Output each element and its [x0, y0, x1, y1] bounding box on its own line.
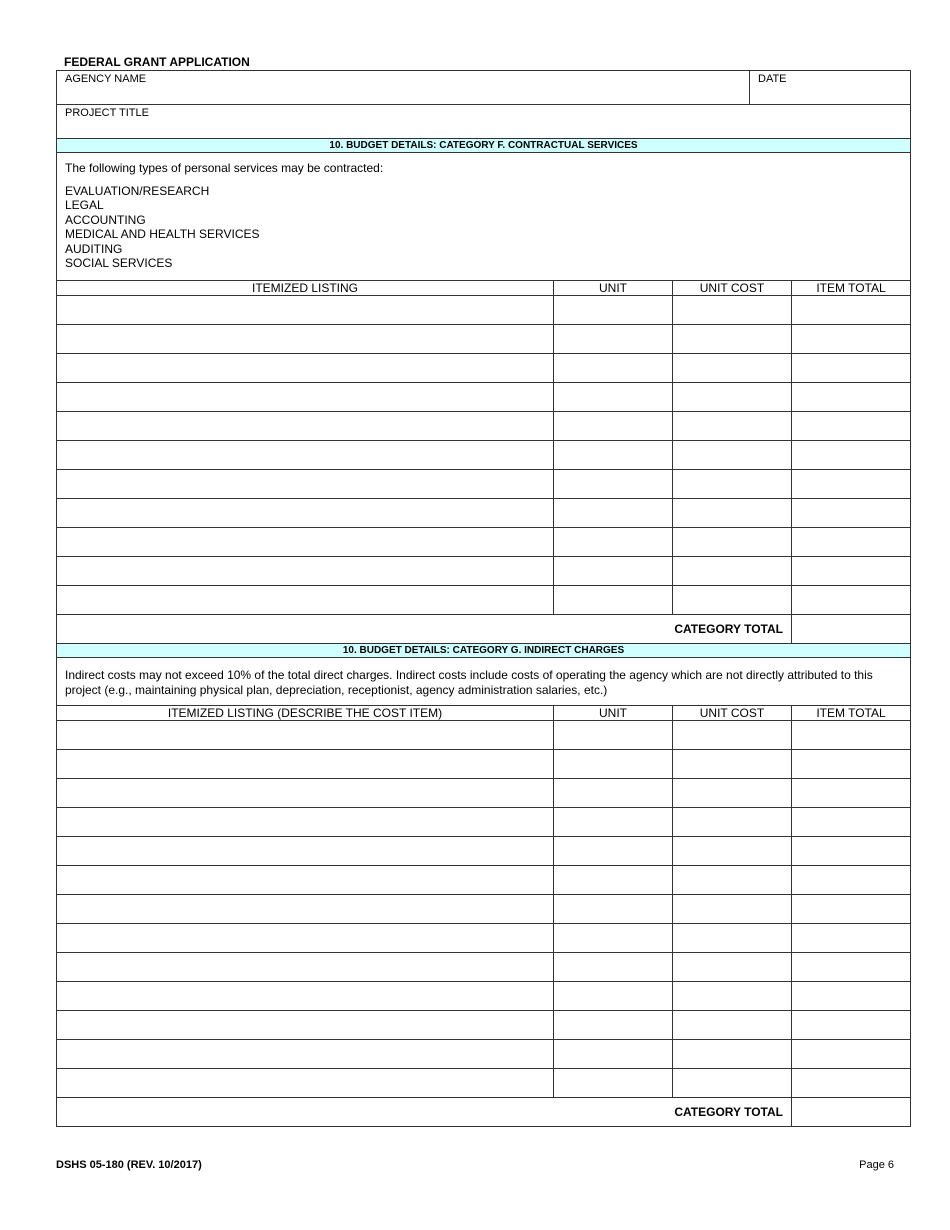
unit-cost-cell[interactable] — [673, 441, 792, 469]
itemized-listing-cell[interactable] — [57, 528, 554, 556]
unit-cost-cell[interactable] — [673, 354, 792, 382]
item-total-cell[interactable] — [792, 750, 910, 778]
section-f-intro-block — [57, 153, 910, 281]
unit-cost-cell[interactable] — [673, 924, 792, 952]
unit-cell[interactable] — [554, 808, 673, 836]
unit-cell[interactable] — [554, 924, 673, 952]
item-total-cell[interactable] — [792, 779, 910, 807]
item-total-cell[interactable] — [792, 499, 910, 527]
section-f-intro: The following types of personal services may be contracted: — [65, 161, 384, 175]
date-field[interactable] — [750, 71, 910, 104]
unit-cell[interactable] — [554, 325, 673, 353]
itemized-listing-cell[interactable] — [57, 354, 554, 382]
service-item: ACCOUNTING — [65, 212, 146, 227]
unit-cost-cell[interactable] — [673, 412, 792, 440]
unit-cell[interactable] — [554, 895, 673, 923]
itemized-listing-cell[interactable] — [57, 750, 554, 778]
itemized-listing-cell[interactable] — [57, 895, 554, 923]
unit-cost-cell[interactable] — [673, 982, 792, 1010]
itemized-listing-cell[interactable] — [57, 441, 554, 469]
itemized-listing-cell[interactable] — [57, 837, 554, 865]
table-row — [57, 528, 910, 557]
unit-cell[interactable] — [554, 499, 673, 527]
unit-cell[interactable] — [554, 296, 673, 324]
table-row — [57, 982, 910, 1011]
unit-cell[interactable] — [554, 412, 673, 440]
service-item: AUDITING — [65, 241, 123, 256]
item-total-cell[interactable] — [792, 325, 910, 353]
unit-cost-cell[interactable] — [673, 895, 792, 923]
unit-header: UNIT — [554, 281, 673, 295]
itemized-listing-cell[interactable] — [57, 499, 554, 527]
itemized-listing-header: ITEMIZED LISTING (DESCRIBE THE COST ITEM) — [57, 706, 554, 720]
itemized-listing-cell[interactable] — [57, 808, 554, 836]
section-g-header-row — [57, 706, 910, 721]
item-total-cell[interactable] — [792, 383, 910, 411]
agency-row — [57, 71, 910, 105]
item-total-cell[interactable] — [792, 441, 910, 469]
table-row — [57, 895, 910, 924]
unit-cost-header: UNIT COST — [673, 706, 792, 720]
unit-cost-cell[interactable] — [673, 953, 792, 981]
itemized-listing-cell[interactable] — [57, 1069, 554, 1097]
itemized-listing-cell[interactable] — [57, 1040, 554, 1068]
item-total-cell[interactable] — [792, 982, 910, 1010]
table-row — [57, 354, 910, 383]
table-row — [57, 953, 910, 982]
item-total-cell[interactable] — [792, 808, 910, 836]
itemized-listing-cell[interactable] — [57, 982, 554, 1010]
itemized-listing-cell[interactable] — [57, 296, 554, 324]
item-total-cell[interactable] — [792, 953, 910, 981]
budget-form — [56, 70, 911, 1127]
section-f-total-field[interactable] — [792, 615, 910, 643]
table-row — [57, 721, 910, 750]
agency-name-label: AGENCY NAME — [65, 73, 147, 85]
item-total-cell[interactable] — [792, 296, 910, 324]
unit-cell[interactable] — [554, 837, 673, 865]
section-g-total-row — [57, 1098, 910, 1127]
unit-cell[interactable] — [554, 470, 673, 498]
table-row — [57, 470, 910, 499]
unit-cost-cell[interactable] — [673, 837, 792, 865]
section-f-rows — [57, 296, 910, 615]
unit-cost-cell[interactable] — [673, 383, 792, 411]
itemized-listing-cell[interactable] — [57, 383, 554, 411]
unit-cost-cell[interactable] — [673, 586, 792, 614]
form-title: FEDERAL GRANT APPLICATION — [64, 55, 250, 69]
service-item: SOCIAL SERVICES — [65, 256, 173, 270]
unit-cell[interactable] — [554, 557, 673, 585]
item-total-cell[interactable] — [792, 586, 910, 614]
unit-cell[interactable] — [554, 1069, 673, 1097]
table-row — [57, 750, 910, 779]
agency-name-field[interactable] — [57, 71, 750, 104]
unit-cell[interactable] — [554, 528, 673, 556]
unit-cell[interactable] — [554, 1011, 673, 1039]
item-total-cell[interactable] — [792, 837, 910, 865]
item-total-cell[interactable] — [792, 412, 910, 440]
table-row — [57, 1011, 910, 1040]
table-row — [57, 383, 910, 412]
section-f-heading: 10. BUDGET DETAILS: CATEGORY F. CONTRACTUAL SERVICES — [57, 139, 910, 153]
section-g-intro: Indirect costs may not exceed 10% of the total direct charges. Indirect costs include costs of operating the agency which are not directly attributed to this project (e.g., maintaining physical plan, depreciation, receptionist, agency administration salaries, etc.) — [65, 668, 873, 697]
unit-cell[interactable] — [554, 586, 673, 614]
unit-cost-cell[interactable] — [673, 296, 792, 324]
itemized-listing-cell[interactable] — [57, 779, 554, 807]
unit-cell[interactable] — [554, 866, 673, 894]
section-g-intro-block — [57, 658, 910, 706]
section-g-rows — [57, 721, 910, 1098]
page-number: Page 6 — [859, 1159, 894, 1171]
section-f-total-label: CATEGORY TOTAL — [57, 615, 792, 643]
section-g-heading: 10. BUDGET DETAILS: CATEGORY G. INDIRECT CHARGES — [57, 644, 910, 658]
project-title-field[interactable] — [57, 105, 910, 139]
item-total-cell[interactable] — [792, 354, 910, 382]
section-g-total-field[interactable] — [792, 1098, 910, 1126]
unit-cost-header: UNIT COST — [673, 281, 792, 295]
item-total-cell[interactable] — [792, 1040, 910, 1068]
table-row — [57, 557, 910, 586]
table-row — [57, 924, 910, 953]
services-list — [65, 184, 902, 271]
section-f-total-row — [57, 615, 910, 644]
itemized-listing-cell[interactable] — [57, 1011, 554, 1039]
date-label: DATE — [758, 73, 787, 85]
unit-cost-cell[interactable] — [673, 557, 792, 585]
section-g-total-label: CATEGORY TOTAL — [57, 1098, 792, 1126]
unit-cost-cell[interactable] — [673, 779, 792, 807]
unit-cell[interactable] — [554, 1040, 673, 1068]
table-row — [57, 441, 910, 470]
itemized-listing-cell[interactable] — [57, 924, 554, 952]
unit-cost-cell[interactable] — [673, 721, 792, 749]
unit-cost-cell[interactable] — [673, 499, 792, 527]
unit-cost-cell[interactable] — [673, 470, 792, 498]
table-row — [57, 1040, 910, 1069]
item-total-cell[interactable] — [792, 1011, 910, 1039]
item-total-cell[interactable] — [792, 721, 910, 749]
unit-header: UNIT — [554, 706, 673, 720]
unit-cost-cell[interactable] — [673, 1011, 792, 1039]
item-total-cell[interactable] — [792, 895, 910, 923]
service-item: EVALUATION/RESEARCH — [65, 183, 210, 198]
item-total-cell[interactable] — [792, 470, 910, 498]
itemized-listing-cell[interactable] — [57, 721, 554, 749]
unit-cost-cell[interactable] — [673, 325, 792, 353]
item-total-cell[interactable] — [792, 1069, 910, 1097]
item-total-cell[interactable] — [792, 528, 910, 556]
table-row — [57, 499, 910, 528]
itemized-listing-cell[interactable] — [57, 412, 554, 440]
form-number: DSHS 05-180 (REV. 10/2017) — [56, 1159, 202, 1171]
table-row — [57, 412, 910, 441]
item-total-cell[interactable] — [792, 557, 910, 585]
unit-cost-cell[interactable] — [673, 1040, 792, 1068]
unit-cell[interactable] — [554, 441, 673, 469]
unit-cell[interactable] — [554, 779, 673, 807]
table-row — [57, 325, 910, 354]
itemized-listing-cell[interactable] — [57, 586, 554, 614]
unit-cell[interactable] — [554, 383, 673, 411]
service-item: LEGAL — [65, 198, 104, 212]
unit-cost-cell[interactable] — [673, 1069, 792, 1097]
unit-cell[interactable] — [554, 982, 673, 1010]
itemized-listing-cell[interactable] — [57, 953, 554, 981]
unit-cost-cell[interactable] — [673, 750, 792, 778]
item-total-header: ITEM TOTAL — [816, 281, 886, 295]
table-row — [57, 808, 910, 837]
section-f-header-row — [57, 281, 910, 296]
itemized-listing-cell[interactable] — [57, 557, 554, 585]
table-row — [57, 1069, 910, 1098]
itemized-listing-cell[interactable] — [57, 325, 554, 353]
item-total-cell[interactable] — [792, 866, 910, 894]
unit-cell[interactable] — [554, 721, 673, 749]
item-total-cell[interactable] — [792, 924, 910, 952]
table-row — [57, 779, 910, 808]
unit-cell[interactable] — [554, 750, 673, 778]
project-title-label: PROJECT TITLE — [65, 107, 149, 119]
unit-cell[interactable] — [554, 953, 673, 981]
service-item: MEDICAL AND HEALTH SERVICES — [65, 227, 260, 241]
table-row — [57, 866, 910, 895]
item-total-header: ITEM TOTAL — [816, 706, 886, 720]
itemized-listing-cell[interactable] — [57, 866, 554, 894]
unit-cost-cell[interactable] — [673, 866, 792, 894]
itemized-listing-cell[interactable] — [57, 470, 554, 498]
unit-cell[interactable] — [554, 354, 673, 382]
table-row — [57, 586, 910, 615]
itemized-listing-header: ITEMIZED LISTING — [57, 281, 554, 295]
table-row — [57, 837, 910, 866]
table-row — [57, 296, 910, 325]
unit-cost-cell[interactable] — [673, 528, 792, 556]
unit-cost-cell[interactable] — [673, 808, 792, 836]
